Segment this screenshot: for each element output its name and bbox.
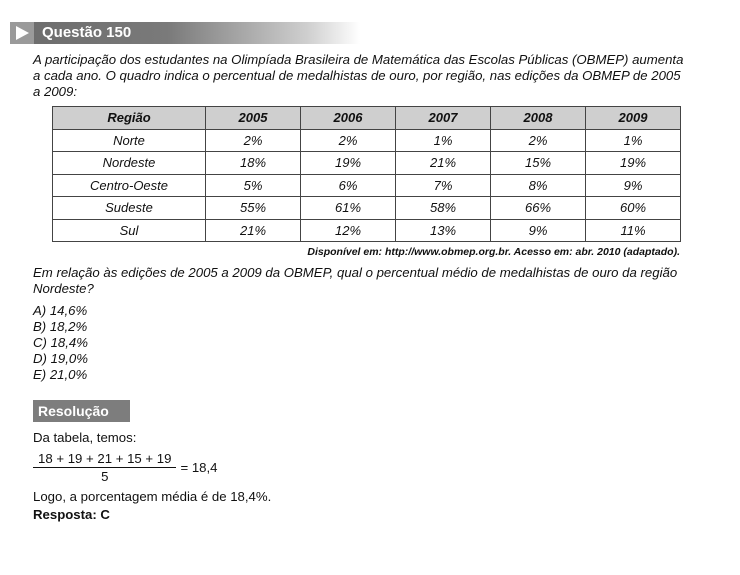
header-cell: 2009 bbox=[586, 107, 681, 130]
region-cell: Nordeste bbox=[53, 152, 206, 175]
table-header-row bbox=[53, 107, 681, 130]
answer: Resposta: C bbox=[33, 507, 110, 522]
header-cell: Região bbox=[53, 107, 206, 130]
option-a: A) 14,6% bbox=[33, 303, 88, 318]
value-cell: 21% bbox=[396, 152, 491, 175]
table-row bbox=[53, 174, 681, 197]
source-citation: Disponível em: http://www.obmep.org.br. Acesso em: abr. 2010 (adaptado). bbox=[307, 246, 680, 258]
value-cell: 7% bbox=[396, 174, 491, 197]
option-c: C) 18,4% bbox=[33, 335, 88, 350]
header-cell: 2005 bbox=[206, 107, 301, 130]
value-cell: 8% bbox=[491, 174, 586, 197]
fraction bbox=[33, 450, 176, 485]
region-cell: Sul bbox=[53, 219, 206, 242]
value-cell: 19% bbox=[586, 152, 681, 175]
value-cell: 55% bbox=[206, 197, 301, 220]
intro-line: A participação dos estudantes na Olimpíada Brasileira de Matemática das Escolas Públicas (OBMEP) aumenta bbox=[33, 52, 684, 67]
value-cell: 15% bbox=[491, 152, 586, 175]
table-row bbox=[53, 197, 681, 220]
value-cell: 1% bbox=[396, 129, 491, 152]
value-cell: 2% bbox=[491, 129, 586, 152]
value-cell: 66% bbox=[491, 197, 586, 220]
header-cell: 2008 bbox=[491, 107, 586, 130]
region-cell: Norte bbox=[53, 129, 206, 152]
value-cell: 11% bbox=[586, 219, 681, 242]
value-cell: 60% bbox=[586, 197, 681, 220]
table-row bbox=[53, 129, 681, 152]
value-cell: 13% bbox=[396, 219, 491, 242]
value-cell: 2% bbox=[301, 129, 396, 152]
table-row bbox=[53, 152, 681, 175]
resolution-intro: Da tabela, temos: bbox=[33, 430, 137, 445]
resolution-title: Resolução bbox=[33, 400, 130, 422]
value-cell: 6% bbox=[301, 174, 396, 197]
play-arrow-icon bbox=[10, 22, 34, 44]
table-row bbox=[53, 219, 681, 242]
value-cell: 18% bbox=[206, 152, 301, 175]
question-title: Questão 150 bbox=[42, 24, 132, 41]
value-cell: 5% bbox=[206, 174, 301, 197]
intro-line: a 2009: bbox=[33, 84, 77, 99]
value-cell: 61% bbox=[301, 197, 396, 220]
fraction-equation bbox=[33, 450, 218, 485]
medals-table bbox=[52, 106, 681, 242]
header-cell: 2007 bbox=[396, 107, 491, 130]
value-cell: 19% bbox=[301, 152, 396, 175]
question-header bbox=[10, 22, 360, 44]
conclusion: Logo, a porcentagem média é de 18,4%. bbox=[33, 489, 272, 504]
value-cell: 9% bbox=[586, 174, 681, 197]
value-cell: 58% bbox=[396, 197, 491, 220]
prompt-line: Em relação às edições de 2005 a 2009 da OBMEP, qual o percentual médio de medalhistas de ouro da região bbox=[33, 265, 678, 280]
region-cell: Sudeste bbox=[53, 197, 206, 220]
intro-line: a cada ano. O quadro indica o percentual de medalhistas de ouro, por região, nas edições da OBMEP de 2005 bbox=[33, 68, 681, 83]
result: = 18,4 bbox=[180, 460, 218, 475]
value-cell: 1% bbox=[586, 129, 681, 152]
value-cell: 2% bbox=[206, 129, 301, 152]
numerator: 18 + 19 + 21 + 15 + 19 bbox=[33, 450, 176, 468]
prompt-line: Nordeste? bbox=[33, 281, 94, 296]
region-cell: Centro-Oeste bbox=[53, 174, 206, 197]
option-d: D) 19,0% bbox=[33, 351, 88, 366]
value-cell: 12% bbox=[301, 219, 396, 242]
header-cell: 2006 bbox=[301, 107, 396, 130]
option-e: E) 21,0% bbox=[33, 367, 88, 382]
value-cell: 21% bbox=[206, 219, 301, 242]
value-cell: 9% bbox=[491, 219, 586, 242]
denominator: 5 bbox=[101, 469, 109, 484]
option-b: B) 18,2% bbox=[33, 319, 88, 334]
